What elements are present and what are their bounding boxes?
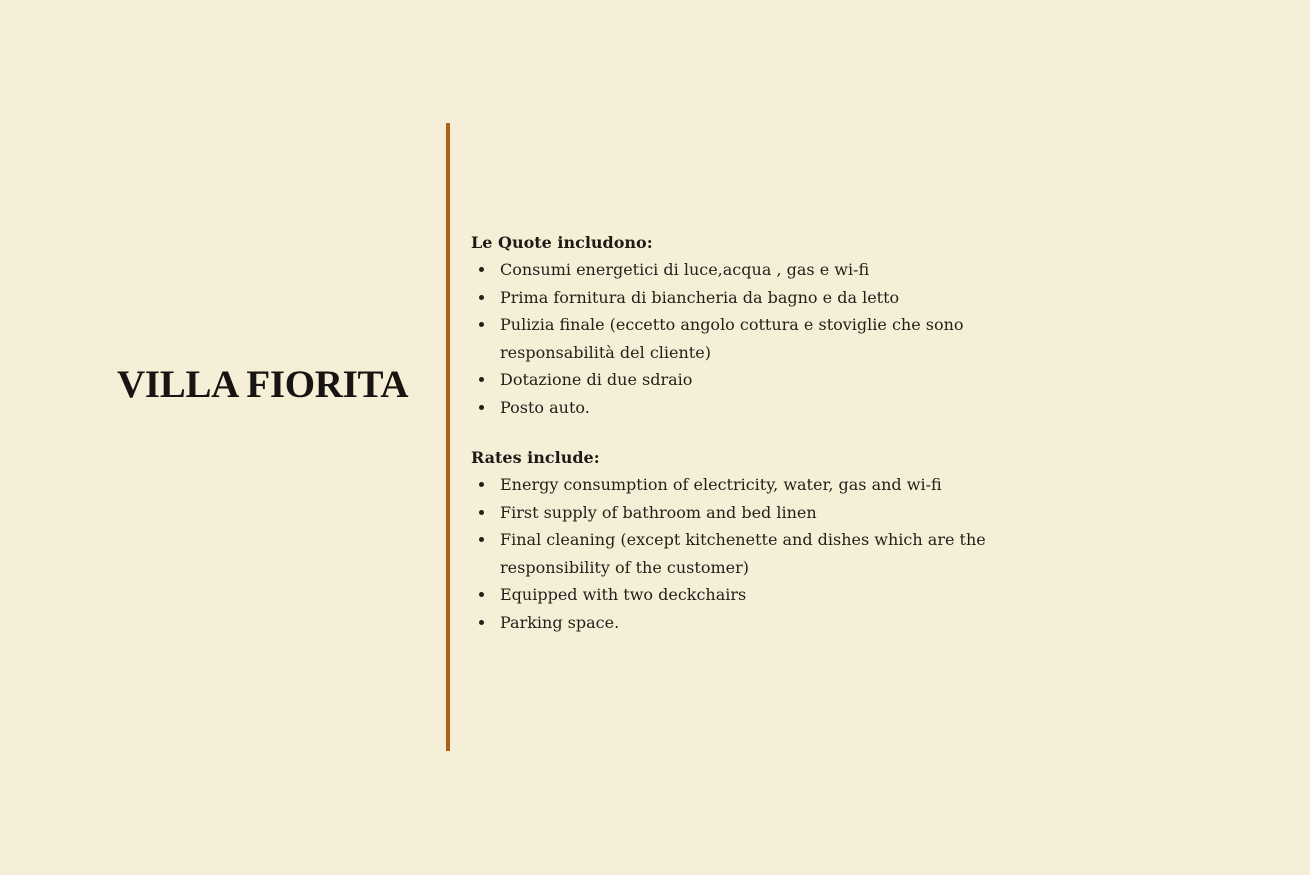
list-item <box>471 581 1040 609</box>
list-item <box>471 471 1040 499</box>
italian-rates-heading: Le Quote includono: <box>471 233 653 252</box>
bullet-icon <box>479 620 484 625</box>
bullet-icon <box>479 295 484 300</box>
list-item <box>471 526 1040 581</box>
bullet-icon <box>479 537 484 542</box>
list-item-text: Energy consumption of electricity, water, gas and wi-fi <box>500 475 942 494</box>
list-item-text: Posto auto. <box>500 397 590 417</box>
vertical-divider <box>446 123 450 751</box>
list-item <box>471 284 1040 312</box>
bullet-icon <box>479 592 484 597</box>
italian-rates-section <box>471 229 1071 421</box>
rates-content <box>471 229 1071 636</box>
list-item-text: First supply of bathroom and bed linen <box>500 502 817 522</box>
english-rates-section <box>471 444 1071 636</box>
list-item <box>471 256 1040 284</box>
english-rates-heading: Rates include: <box>471 448 600 467</box>
list-item-text: Consumi energetici di luce,acqua , gas e wi-fi <box>500 260 870 279</box>
list-item-text: Final cleaning (except kitchenette and dishes which are the responsibility of the customer) <box>500 530 986 577</box>
list-item <box>471 366 1040 394</box>
list-item <box>471 499 1040 527</box>
italian-rates-list <box>471 256 1071 421</box>
list-item-text: Parking space. <box>500 612 620 632</box>
bullet-icon <box>479 377 484 382</box>
bullet-icon <box>479 405 484 410</box>
bullet-icon <box>479 322 484 327</box>
list-item <box>471 311 1040 366</box>
list-item-text: Pulizia finale (eccetto angolo cottura e stoviglie che sono responsabilità del cliente) <box>500 315 964 362</box>
villa-title: VILLA FIORITA <box>117 363 409 406</box>
bullet-icon <box>479 510 484 515</box>
bullet-icon <box>479 267 484 272</box>
list-item-text: Equipped with two deckchairs <box>500 585 747 604</box>
bullet-icon <box>479 482 484 487</box>
list-item-text: Prima fornitura di biancheria da bagno e da letto <box>500 287 900 307</box>
list-item <box>471 394 1040 422</box>
english-rates-list <box>471 471 1071 636</box>
list-item <box>471 609 1040 637</box>
list-item-text: Dotazione di due sdraio <box>500 370 693 389</box>
